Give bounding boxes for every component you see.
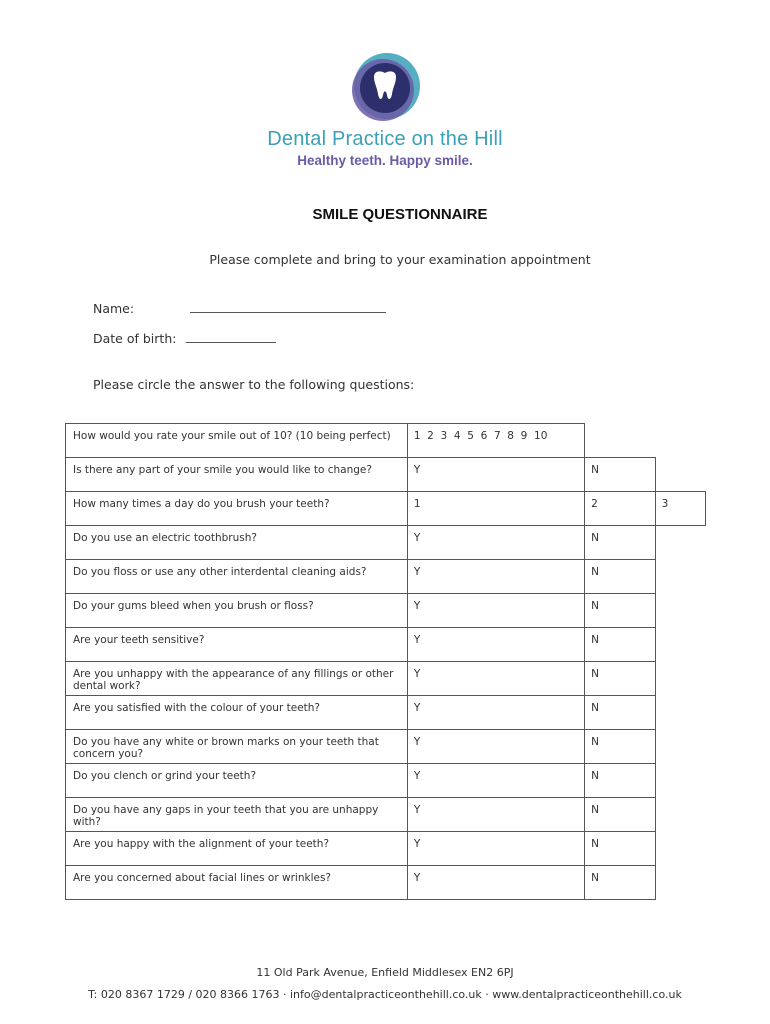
table-row bbox=[66, 628, 706, 662]
answer-option[interactable]: Y bbox=[407, 764, 584, 798]
table-row bbox=[66, 798, 706, 832]
table-row bbox=[66, 526, 706, 560]
question-text: Are you unhappy with the appearance of any fillings or other dental work? bbox=[66, 662, 408, 696]
answer-option[interactable]: Y bbox=[407, 458, 584, 492]
name-field bbox=[93, 300, 386, 316]
question-text: Are you satisfied with the colour of your teeth? bbox=[66, 696, 408, 730]
table-row bbox=[66, 832, 706, 866]
table-row bbox=[66, 560, 706, 594]
answer-option[interactable]: N bbox=[585, 560, 656, 594]
answer-option[interactable]: Y bbox=[407, 662, 584, 696]
answer-option[interactable]: N bbox=[585, 628, 656, 662]
question-text: Do you clench or grind your teeth? bbox=[66, 764, 408, 798]
answer-option[interactable]: Y bbox=[407, 628, 584, 662]
brand-name: Dental Practice on the Hill bbox=[267, 128, 503, 150]
question-text: Do your gums bleed when you brush or floss? bbox=[66, 594, 408, 628]
answer-option[interactable]: N bbox=[585, 662, 656, 696]
practice-logo bbox=[0, 50, 770, 126]
question-text: How would you rate your smile out of 10? (10 being perfect) bbox=[66, 424, 408, 458]
footer-address: 11 Old Park Avenue, Enfield Middlesex EN2 6PJ bbox=[256, 966, 514, 979]
question-text: Are your teeth sensitive? bbox=[66, 628, 408, 662]
questions-table bbox=[65, 423, 706, 900]
question-text: Are you happy with the alignment of your teeth? bbox=[66, 832, 408, 866]
table-row bbox=[66, 594, 706, 628]
table-row bbox=[66, 458, 706, 492]
answer-option[interactable]: Y bbox=[407, 594, 584, 628]
answer-option[interactable]: Y bbox=[407, 832, 584, 866]
answer-option[interactable]: N bbox=[585, 764, 656, 798]
tooth-icon bbox=[345, 50, 425, 126]
dob-field bbox=[93, 330, 276, 346]
answer-option[interactable]: N bbox=[585, 832, 656, 866]
table-row bbox=[66, 696, 706, 730]
page-subtitle: Please complete and bring to your examination appointment bbox=[209, 252, 591, 267]
page-title: SMILE QUESTIONNAIRE bbox=[312, 206, 488, 223]
table-row bbox=[66, 424, 706, 458]
question-text: Do you have any white or brown marks on your teeth that concern you? bbox=[66, 730, 408, 764]
answer-option[interactable]: 1 bbox=[407, 492, 584, 526]
answer-option[interactable]: N bbox=[585, 696, 656, 730]
instructions: Please circle the answer to the following questions: bbox=[93, 377, 415, 392]
answer-option[interactable]: N bbox=[585, 866, 656, 900]
answer-option[interactable]: Y bbox=[407, 866, 584, 900]
answer-option[interactable]: N bbox=[585, 730, 656, 764]
question-text: Is there any part of your smile you would like to change? bbox=[66, 458, 408, 492]
answer-option[interactable]: 2 bbox=[585, 492, 656, 526]
name-input-line[interactable] bbox=[190, 300, 386, 313]
answer-option[interactable]: 1 2 3 4 5 6 7 8 9 10 bbox=[407, 424, 584, 458]
answer-option[interactable]: Y bbox=[407, 560, 584, 594]
footer-contact: T: 020 8367 1729 / 020 8366 1763 · info@dentalpracticeonthehill.co.uk · www.dentalpracticeonthehill.co.uk bbox=[88, 988, 682, 1001]
dob-label: Date of birth: bbox=[93, 331, 177, 346]
table-row bbox=[66, 492, 706, 526]
answer-option[interactable]: N bbox=[585, 798, 656, 832]
answer-option[interactable]: Y bbox=[407, 696, 584, 730]
table-row bbox=[66, 730, 706, 764]
question-text: How many times a day do you brush your teeth? bbox=[66, 492, 408, 526]
question-text: Do you have any gaps in your teeth that you are unhappy with? bbox=[66, 798, 408, 832]
question-text: Are you concerned about facial lines or wrinkles? bbox=[66, 866, 408, 900]
answer-option[interactable]: N bbox=[585, 458, 656, 492]
table-row bbox=[66, 662, 706, 696]
answer-option[interactable]: N bbox=[585, 594, 656, 628]
question-text: Do you use an electric toothbrush? bbox=[66, 526, 408, 560]
question-text: Do you floss or use any other interdental cleaning aids? bbox=[66, 560, 408, 594]
table-row bbox=[66, 764, 706, 798]
answer-option[interactable]: Y bbox=[407, 798, 584, 832]
name-label: Name: bbox=[93, 301, 135, 316]
table-row bbox=[66, 866, 706, 900]
answer-option[interactable]: Y bbox=[407, 730, 584, 764]
brand-tagline: Healthy teeth. Happy smile. bbox=[297, 153, 473, 168]
answer-option[interactable]: N bbox=[585, 526, 656, 560]
answer-option[interactable]: 3 bbox=[655, 492, 705, 526]
answer-option[interactable]: Y bbox=[407, 526, 584, 560]
dob-input-line[interactable] bbox=[186, 330, 276, 343]
